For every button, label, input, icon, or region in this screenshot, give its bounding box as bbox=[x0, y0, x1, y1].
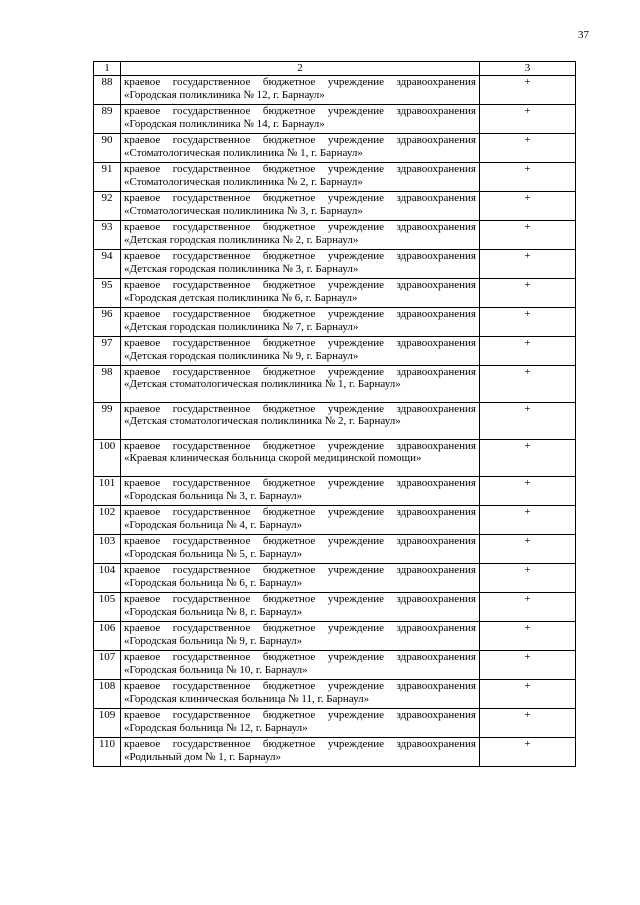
inclusion-mark: + bbox=[480, 308, 576, 337]
table-row bbox=[94, 651, 576, 680]
institution-name: краевое государственное бюджетное учреждение здравоохранения «Городская больница № 6, г. Барнаул» bbox=[121, 564, 480, 593]
inclusion-mark: + bbox=[480, 366, 576, 403]
inclusion-mark: + bbox=[480, 440, 576, 477]
inclusion-mark: + bbox=[480, 192, 576, 221]
institution-name: краевое государственное бюджетное учреждение здравоохранения «Стоматологическая поликлиника № 3, г. Барнаул» bbox=[121, 192, 480, 221]
table-row bbox=[94, 535, 576, 564]
institution-name: краевое государственное бюджетное учреждение здравоохранения «Городская поликлиника № 12, г. Барнаул» bbox=[121, 76, 480, 105]
table-row bbox=[94, 564, 576, 593]
table-row bbox=[94, 440, 576, 477]
row-number: 93 bbox=[94, 221, 121, 250]
table-row bbox=[94, 279, 576, 308]
institution-name: краевое государственное бюджетное учреждение здравоохранения «Городская больница № 3, г. Барнаул» bbox=[121, 477, 480, 506]
table-row bbox=[94, 403, 576, 440]
row-number: 102 bbox=[94, 506, 121, 535]
inclusion-mark: + bbox=[480, 403, 576, 440]
table-row bbox=[94, 738, 576, 767]
inclusion-mark: + bbox=[480, 506, 576, 535]
institution-name: краевое государственное бюджетное учреждение здравоохранения «Стоматологическая поликлиника № 1, г. Барнаул» bbox=[121, 134, 480, 163]
inclusion-mark: + bbox=[480, 477, 576, 506]
row-number: 90 bbox=[94, 134, 121, 163]
table-row bbox=[94, 477, 576, 506]
row-number: 108 bbox=[94, 680, 121, 709]
header-col-1: 1 bbox=[94, 62, 121, 76]
institution-name: краевое государственное бюджетное учреждение здравоохранения «Детская городская поликлиника № 2, г. Барнаул» bbox=[121, 221, 480, 250]
inclusion-mark: + bbox=[480, 593, 576, 622]
table-row bbox=[94, 308, 576, 337]
institution-name: краевое государственное бюджетное учреждение здравоохранения «Стоматологическая поликлиника № 2, г. Барнаул» bbox=[121, 163, 480, 192]
institution-name: краевое государственное бюджетное учреждение здравоохранения «Детская городская поликлиника № 7, г. Барнаул» bbox=[121, 308, 480, 337]
table-row bbox=[94, 709, 576, 738]
row-number: 97 bbox=[94, 337, 121, 366]
row-number: 105 bbox=[94, 593, 121, 622]
row-number: 98 bbox=[94, 366, 121, 403]
table-row bbox=[94, 163, 576, 192]
institution-name: краевое государственное бюджетное учреждение здравоохранения «Детская стоматологическая поликлиника № 1, г. Барнаул» bbox=[121, 366, 480, 403]
institution-name: краевое государственное бюджетное учреждение здравоохранения «Детская городская поликлиника № 3, г. Барнаул» bbox=[121, 250, 480, 279]
table-row bbox=[94, 76, 576, 105]
row-number: 95 bbox=[94, 279, 121, 308]
institution-name: краевое государственное бюджетное учреждение здравоохранения «Городская больница № 5, г. Барнаул» bbox=[121, 535, 480, 564]
header-col-3: 3 bbox=[480, 62, 576, 76]
table-row bbox=[94, 506, 576, 535]
inclusion-mark: + bbox=[480, 738, 576, 767]
header-col-2: 2 bbox=[121, 62, 480, 76]
institution-name: краевое государственное бюджетное учреждение здравоохранения «Городская детская поликлиника № 6, г. Барнаул» bbox=[121, 279, 480, 308]
table-row bbox=[94, 593, 576, 622]
institution-name: краевое государственное бюджетное учреждение здравоохранения «Городская больница № 9, г. Барнаул» bbox=[121, 622, 480, 651]
table-row bbox=[94, 192, 576, 221]
institution-name: краевое государственное бюджетное учреждение здравоохранения «Детская городская поликлиника № 9, г. Барнаул» bbox=[121, 337, 480, 366]
institution-name: краевое государственное бюджетное учреждение здравоохранения «Родильный дом № 1, г. Барнаул» bbox=[121, 738, 480, 767]
inclusion-mark: + bbox=[480, 709, 576, 738]
institution-name: краевое государственное бюджетное учреждение здравоохранения «Городская больница № 8, г. Барнаул» bbox=[121, 593, 480, 622]
inclusion-mark: + bbox=[480, 279, 576, 308]
inclusion-mark: + bbox=[480, 622, 576, 651]
inclusion-mark: + bbox=[480, 221, 576, 250]
row-number: 110 bbox=[94, 738, 121, 767]
row-number: 94 bbox=[94, 250, 121, 279]
row-number: 88 bbox=[94, 76, 121, 105]
row-number: 103 bbox=[94, 535, 121, 564]
institution-name: краевое государственное бюджетное учреждение здравоохранения «Городская поликлиника № 14, г. Барнаул» bbox=[121, 105, 480, 134]
table-row bbox=[94, 680, 576, 709]
table-row bbox=[94, 250, 576, 279]
inclusion-mark: + bbox=[480, 134, 576, 163]
table-row bbox=[94, 134, 576, 163]
row-number: 89 bbox=[94, 105, 121, 134]
table-row bbox=[94, 622, 576, 651]
institution-name: краевое государственное бюджетное учреждение здравоохранения «Городская больница № 12, г. Барнаул» bbox=[121, 709, 480, 738]
institution-name: краевое государственное бюджетное учреждение здравоохранения «Краевая клиническая больница скорой медицинской помощи» bbox=[121, 440, 480, 477]
table-row bbox=[94, 337, 576, 366]
inclusion-mark: + bbox=[480, 680, 576, 709]
inclusion-mark: + bbox=[480, 105, 576, 134]
row-number: 101 bbox=[94, 477, 121, 506]
inclusion-mark: + bbox=[480, 250, 576, 279]
inclusion-mark: + bbox=[480, 76, 576, 105]
header-row bbox=[94, 62, 576, 76]
institution-name: краевое государственное бюджетное учреждение здравоохранения «Городская больница № 10, г. Барнаул» bbox=[121, 651, 480, 680]
row-number: 100 bbox=[94, 440, 121, 477]
inclusion-mark: + bbox=[480, 651, 576, 680]
row-number: 99 bbox=[94, 403, 121, 440]
inclusion-mark: + bbox=[480, 564, 576, 593]
row-number: 107 bbox=[94, 651, 121, 680]
institutions-table bbox=[93, 61, 576, 767]
table-row bbox=[94, 221, 576, 250]
institution-name: краевое государственное бюджетное учреждение здравоохранения «Городская клиническая больница № 11, г. Барнаул» bbox=[121, 680, 480, 709]
row-number: 96 bbox=[94, 308, 121, 337]
row-number: 104 bbox=[94, 564, 121, 593]
table-row bbox=[94, 105, 576, 134]
table-row bbox=[94, 366, 576, 403]
row-number: 109 bbox=[94, 709, 121, 738]
inclusion-mark: + bbox=[480, 535, 576, 564]
table-header bbox=[94, 62, 576, 76]
page-number: 37 bbox=[578, 29, 589, 41]
row-number: 91 bbox=[94, 163, 121, 192]
row-number: 92 bbox=[94, 192, 121, 221]
institution-name: краевое государственное бюджетное учреждение здравоохранения «Городская больница № 4, г. Барнаул» bbox=[121, 506, 480, 535]
table-body bbox=[94, 76, 576, 767]
inclusion-mark: + bbox=[480, 337, 576, 366]
row-number: 106 bbox=[94, 622, 121, 651]
inclusion-mark: + bbox=[480, 163, 576, 192]
institution-name: краевое государственное бюджетное учреждение здравоохранения «Детская стоматологическая поликлиника № 2, г. Барнаул» bbox=[121, 403, 480, 440]
